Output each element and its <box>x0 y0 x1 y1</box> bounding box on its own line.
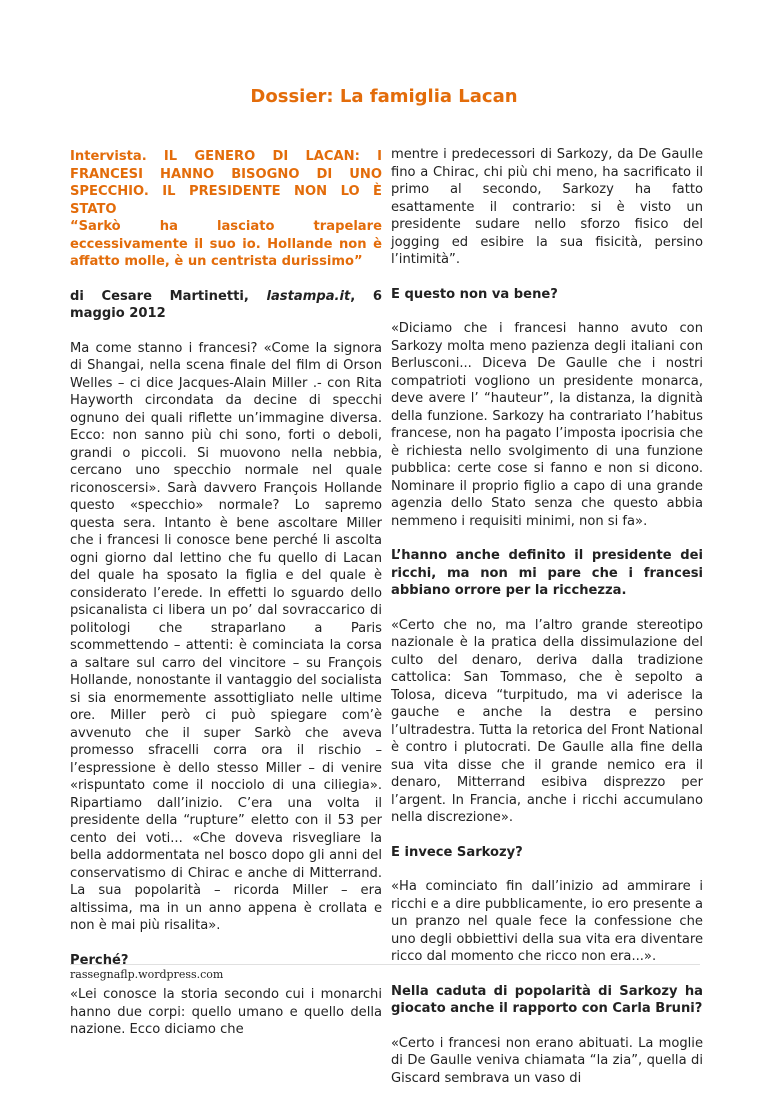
question-1: Perché? <box>70 952 129 968</box>
byline <box>70 288 382 323</box>
left-column <box>70 148 382 1056</box>
answer-1: «Lei conosce la storia secondo cui i monarchi hanno due corpi: quello umano e quello della nazione. Ecco diciamo che <box>70 987 382 1037</box>
byline-source: lastampa.it <box>266 288 351 304</box>
question-5: Nella caduta di popolarità di Sarkozy ha giocato anche il rapporto con Carla Bruni? <box>391 983 703 1016</box>
byline-date: , 6 maggio 2012 <box>70 288 382 321</box>
question-4: E invece Sarkozy? <box>391 844 523 860</box>
paragraph-continued: mentre i predecessori di Sarkozy, da De Gaulle fino a Chirac, chi più chi meno, ha sacrificato il primo al secondo, Sarkozy ha fatto esattamente il contrario: si è visto un presidente sudare nello sforzo fisico del jogging ed esibire la sua fisicità, persino l’intimità”. <box>391 147 703 267</box>
byline-author: di Cesare Martinetti, <box>70 288 267 304</box>
answer-2: «Diciamo che i francesi hanno avuto con Sarkozy molta meno pazienza degli italiani con Berlusconi... Diceva De Gaulle che i nostri compatrioti vogliono un presidente monarca, deve avere l’ “hauteur”, la distanza, la dignità della funzione. Sarkozy ha contrariato l’habitus francese, non ha pagato l’imposta ipocrisia che è richiesta nello svolgimento di una funzione pubblica: certe cose si fanno e non si dicono. Nominare il proprio figlio a capo di una grande agenzia dello Stato senza che questo abbia nemmeno i requisiti minimi, non si fa». <box>391 321 703 529</box>
subheadline-text: “Sarkò ha lasciato trapelare eccessivamente il suo io. Hollande non è affatto molle, è un centrista durissimo” <box>70 219 382 269</box>
answer-5: «Certo i francesi non erano abituati. La moglie di De Gaulle veniva chiamata “la zia”, quella di Giscard sembrava un vaso di <box>391 1035 703 1086</box>
question-2: E questo non va bene? <box>391 286 558 302</box>
headline-text: Intervista. IL GENERO DI LACAN: I FRANCESI HANNO BISOGNO DI UNO SPECCHIO. IL PRESIDENTE NON LO È STATO <box>70 149 382 217</box>
answer-4: «Ha cominciato fin dall’inizio ad ammirare i ricchi e a dire pubblicamente, io ero presente a un pranzo nel quale fece la confessione che uno degli obbiettivi della sua vita era diventare ricco dal momento che ricco non era...». <box>391 879 703 964</box>
right-column <box>391 146 703 1104</box>
page-title: Dossier: La famiglia Lacan <box>250 86 518 107</box>
answer-3: «Certo che no, ma l’altro grande stereotipo nazionale è la pratica della dissimulazione del culto del denaro, deriva dalla tradizione cattolica: San Tommaso, che è sepolto a Tolosa, diceva “turpitudo, ma vi aderisce la gauche e anche la destra e persino l’ultradestra. Tutta la retorica del Front National è contro i plutocrati. De Gaulle alla fine della sua vita disse che il grande nemico era il denaro, Mitterrand esibiva disprezzo per l’argent. In Francia, anche i ricchi accumulano nella discrezione». <box>391 617 703 825</box>
article-headline <box>70 148 382 271</box>
footer-url: rassegnaflp.wordpress.com <box>70 968 224 981</box>
footer-divider <box>70 964 700 965</box>
article-body: Ma come stanno i francesi? «Come la signora di Shangai, nella scena finale del film di Orson Welles – ci dice Jacques-Alain Miller .- con Rita Hayworth circondata da decine di specchi ognuno dei quali riflette un’immagine diversa. Ecco: non sanno più chi sono, forti o deboli, grandi o piccoli. Si muovono nella nebbia, cercano uno specchio normale nel quale riconoscersi». Sarà davvero François Hollande questo «specchio» normale? Lo sapremo questa sera. Intanto è bene ascoltare Miller che i francesi li conosce bene perché li ascolta ogni giorno dal lettino che fu quello di Lacan del quale ha sposato la figlia e del quale è considerato l’erede. In effetti lo sguardo dello psicanalista ci libera un po’ dal sovraccarico di politologi che straparlano a Paris scommettendo – attenti: è cominciata la corsa a saltare sul carro del vincitore – su François Hollande, nonostante il vantaggio del socialista si sia enormemente assottigliato nelle ultime ore. Miller però ci può spiegare com’è avvenuto che il super Sarkò che aveva promesso sfracelli corra ora il rischio – l’espressione è dello stesso Miller – di venire «rispuntato come il nocciolo di una ciliegia». Ripartiamo dall’inizio. C’era una volta il presidente della “rupture” eletto con il 53 per cento dei voti... «Che doveva risvegliare la bella addormentata nel bosco dopo gli anni del conservatismo di Chirac e anche di Mitterrand. La sua popolarità – ricorda Miller – era altissima, ma in un anno appena è crollata e non è mai più risalita». <box>70 340 382 933</box>
question-3: L’hanno anche definito il presidente dei ricchi, ma non mi pare che i francesi abbiano orrore per la ricchezza. <box>391 548 703 598</box>
